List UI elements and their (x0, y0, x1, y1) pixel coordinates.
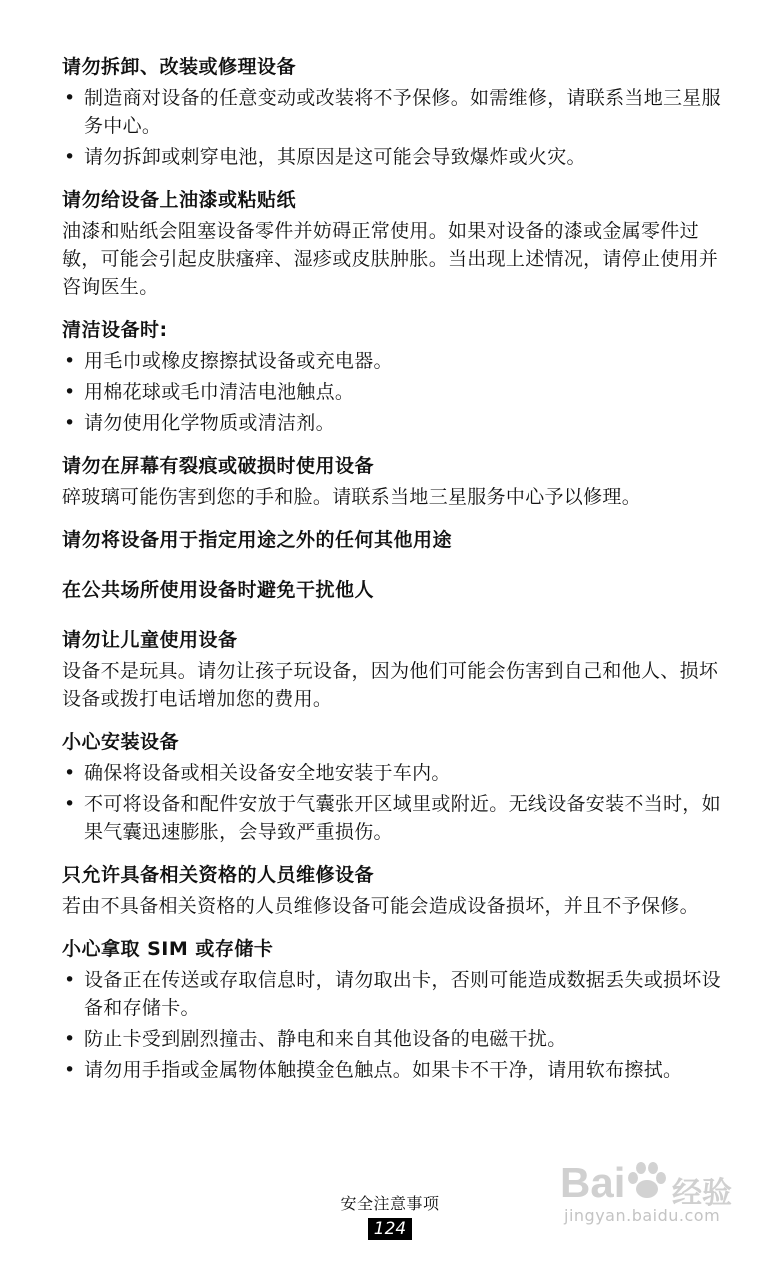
bullet-list (62, 347, 722, 437)
section-children (62, 625, 722, 713)
watermark-logo-text: Bai (560, 1159, 626, 1206)
section-intended-use (62, 525, 722, 555)
baidu-watermark (560, 1158, 750, 1228)
bullet-icon: • (64, 1028, 76, 1050)
bullet-list (62, 759, 722, 846)
section-qualified-repair (62, 860, 722, 920)
paw-icon (622, 1158, 672, 1204)
section-heading: 请勿给设备上油漆或粘贴纸 (62, 189, 297, 211)
list-item: • 请勿用手指或金属物体触摸金色触点。如果卡不干净，请用软布擦拭。 (62, 1056, 722, 1084)
section-cracked-screen (62, 451, 722, 511)
document-body (62, 52, 722, 1098)
section-heading: 请勿将设备用于指定用途之外的任何其他用途 (62, 529, 453, 551)
bullet-icon: • (64, 350, 76, 372)
footer-title: 安全注意事项 (340, 1194, 440, 1213)
section-heading: 在公共场所使用设备时避免干扰他人 (62, 579, 375, 601)
bullet-list (62, 84, 722, 171)
section-heading: 请勿让儿童使用设备 (62, 629, 238, 651)
section-heading: 请勿拆卸、改装或修理设备 (62, 56, 297, 78)
bullet-icon: • (64, 146, 76, 168)
list-item: • 请勿拆卸或刺穿电池，其原因是这可能会导致爆炸或火灾。 (62, 143, 722, 171)
section-heading: 只允许具备相关资格的人员维修设备 (62, 864, 375, 886)
bullet-icon: • (64, 969, 76, 991)
bullet-icon: • (64, 1059, 76, 1081)
bullet-icon: • (64, 87, 76, 109)
watermark-url: jingyan.baidu.com (564, 1206, 721, 1225)
section-paragraph: 油漆和贴纸会阻塞设备零件并妨碍正常使用。如果对设备的漆或金属零件过敏，可能会引起皮肤瘙痒、湿疹或皮肤肿胀。当出现上述情况，请停止使用并咨询医生。 (62, 220, 719, 298)
list-item: • 用棉花球或毛巾清洁电池触点。 (62, 378, 722, 406)
section-heading: 小心拿取 SIM 或存储卡 (62, 938, 274, 960)
list-item: • 设备正在传送或存取信息时，请勿取出卡，否则可能造成数据丢失或损坏设备和存储卡。 (62, 966, 722, 1022)
section-install (62, 727, 722, 846)
section-public-places (62, 575, 722, 605)
list-item: • 请勿使用化学物质或清洁剂。 (62, 409, 722, 437)
bullet-icon: • (64, 381, 76, 403)
section-heading: 清洁设备时: (62, 319, 168, 341)
bullet-icon: • (64, 762, 76, 784)
section-paint-stickers (62, 185, 722, 301)
section-paragraph: 若由不具备相关资格的人员维修设备可能会造成设备损坏，并且不予保修。 (62, 895, 699, 917)
list-item: • 防止卡受到剧烈撞击、静电和来自其他设备的电磁干扰。 (62, 1025, 722, 1053)
section-disassemble (62, 52, 722, 171)
section-paragraph: 设备不是玩具。请勿让孩子玩设备，因为他们可能会伤害到自己和他人、损坏设备或拨打电话增加您的费用。 (62, 660, 719, 710)
bullet-icon: • (64, 793, 76, 815)
section-cleaning (62, 315, 722, 437)
section-sim-card (62, 934, 722, 1084)
section-heading: 请勿在屏幕有裂痕或破损时使用设备 (62, 455, 375, 477)
list-item: • 用毛巾或橡皮擦擦拭设备或充电器。 (62, 347, 722, 375)
bullet-list (62, 966, 722, 1084)
section-heading: 小心安装设备 (62, 731, 180, 753)
list-item: • 制造商对设备的任意变动或改装将不予保修。如需维修，请联系当地三星服务中心。 (62, 84, 722, 140)
section-paragraph: 碎玻璃可能伤害到您的手和脸。请联系当地三星服务中心予以修理。 (62, 486, 642, 508)
list-item: • 不可将设备和配件安放于气囊张开区域里或附近。无线设备安装不当时，如果气囊迅速膨胀，会导致严重损伤。 (62, 790, 722, 846)
watermark-logo-text-2: 经验 (672, 1176, 732, 1211)
bullet-icon: • (64, 412, 76, 434)
page-number: 124 (368, 1218, 412, 1240)
list-item: • 确保将设备或相关设备安全地安装于车内。 (62, 759, 722, 787)
